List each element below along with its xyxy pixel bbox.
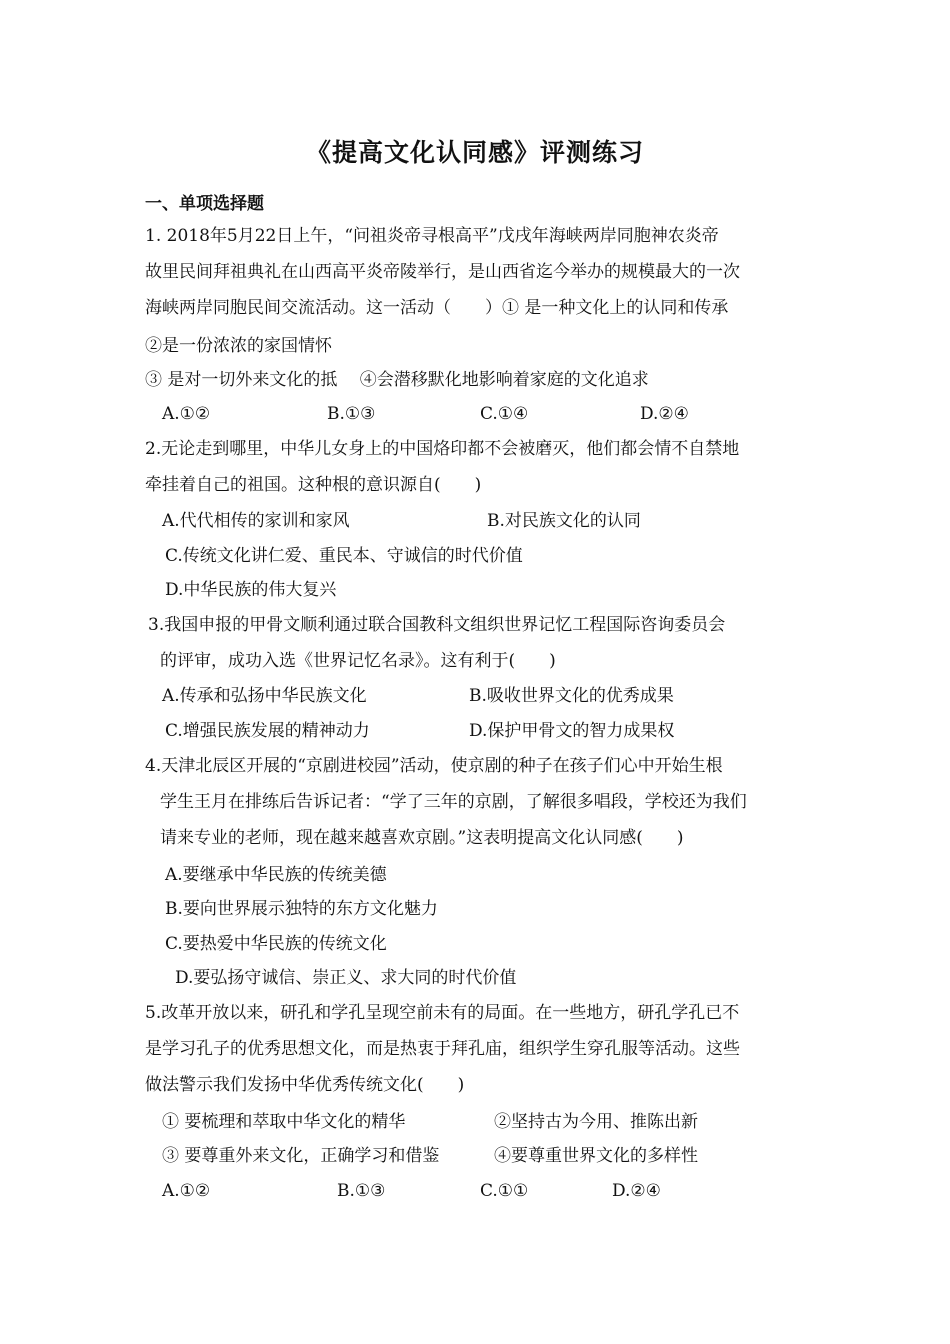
- q5-option-c: C.①①: [480, 1181, 529, 1201]
- q4-option-b: B.要向世界展示独特的东方文化魅力: [165, 899, 438, 919]
- page-title: 《提高文化认同感》评测练习: [305, 138, 644, 167]
- q1-line-3: 海峡两岸同胞民间交流活动。这一活动（ ）① 是一种文化上的认同和传承: [145, 298, 729, 318]
- q1-option-d: D.②④: [640, 404, 689, 424]
- q5-statement-4: ④要尊重世界文化的多样性: [494, 1146, 698, 1166]
- q3-line-2: 的评审，成功入选《世界记忆名录》。这有利于( ): [160, 651, 556, 671]
- q4-line-2: 学生王月在排练后告诉记者：“学了三年的京剧，了解很多唱段，学校还为我们: [160, 792, 747, 812]
- q3-option-d: D.保护甲骨文的智力成果权: [469, 721, 675, 741]
- q4-line-1: 4.天津北辰区开展的“京剧进校园”活动，使京剧的种子在孩子们心中开始生根: [145, 756, 723, 776]
- q3-line-1: 3.我国申报的甲骨文顺利通过联合国教科文组织世界记忆工程国际咨询委员会: [148, 615, 726, 635]
- q3-option-b: B.吸收世界文化的优秀成果: [469, 686, 674, 706]
- q4-line-3: 请来专业的老师，现在越来越喜欢京剧。”这表明提高文化认同感( ): [160, 828, 684, 848]
- q4-option-d: D.要弘扬守诚信、崇正义、求大同的时代价值: [175, 968, 517, 988]
- q2-option-c: C.传统文化讲仁爱、重民本、守诚信的时代价值: [165, 546, 523, 566]
- q1-line-2: 故里民间拜祖典礼在山西高平炎帝陵举行，是山西省迄今举办的规模最大的一次: [145, 262, 740, 282]
- q4-option-c: C.要热爱中华民族的传统文化: [165, 934, 387, 954]
- q2-option-d: D.中华民族的伟大复兴: [165, 580, 337, 600]
- q5-statement-2: ②坚持古为今用、推陈出新: [494, 1112, 698, 1132]
- q1-line-1: 1. 2018年5月22日上午，“问祖炎帝寻根高平”戊戌年海峡两岸同胞神农炎帝: [145, 226, 719, 246]
- q1-option-a: A.①②: [162, 404, 211, 424]
- q5-option-b: B.①③: [337, 1181, 386, 1201]
- q5-option-d: D.②④: [612, 1181, 661, 1201]
- q1-line-4: ②是一份浓浓的家国情怀: [145, 336, 332, 356]
- q1-line-5: ③ 是对一切外来文化的抵 ④会潜移默化地影响着家庭的文化追求: [145, 370, 649, 390]
- q2-line-2: 牵挂着自己的祖国。这种根的意识源自( ): [145, 475, 482, 495]
- q3-option-c: C.增强民族发展的精神动力: [165, 721, 370, 741]
- q3-option-a: A.传承和弘扬中华民族文化: [162, 686, 367, 706]
- q2-line-1: 2.无论走到哪里，中华儿女身上的中国烙印都不会被磨灭，他们都会情不自禁地: [145, 439, 740, 459]
- q5-option-a: A.①②: [162, 1181, 211, 1201]
- section-heading: 一、单项选择题: [145, 194, 264, 214]
- q4-option-a: A.要继承中华民族的传统美德: [165, 865, 387, 885]
- q1-option-b: B.①③: [327, 404, 376, 424]
- q5-statement-1: ① 要梳理和萃取中华文化的精华: [162, 1112, 406, 1132]
- q1-option-c: C.①④: [480, 404, 529, 424]
- q2-option-a: A.代代相传的家训和家风: [162, 511, 350, 531]
- q5-line-1: 5.改革开放以来，研孔和学孔呈现空前未有的局面。在一些地方，研孔学孔已不: [145, 1003, 740, 1023]
- q5-line-2: 是学习孔子的优秀思想文化，而是热衷于拜孔庙，组织学生穿孔服等活动。这些: [145, 1039, 740, 1059]
- q2-option-b: B.对民族文化的认同: [487, 511, 641, 531]
- q5-statement-3: ③ 要尊重外来文化，正确学习和借鉴: [162, 1146, 440, 1166]
- q5-line-3: 做法警示我们发扬中华优秀传统文化( ): [145, 1075, 465, 1095]
